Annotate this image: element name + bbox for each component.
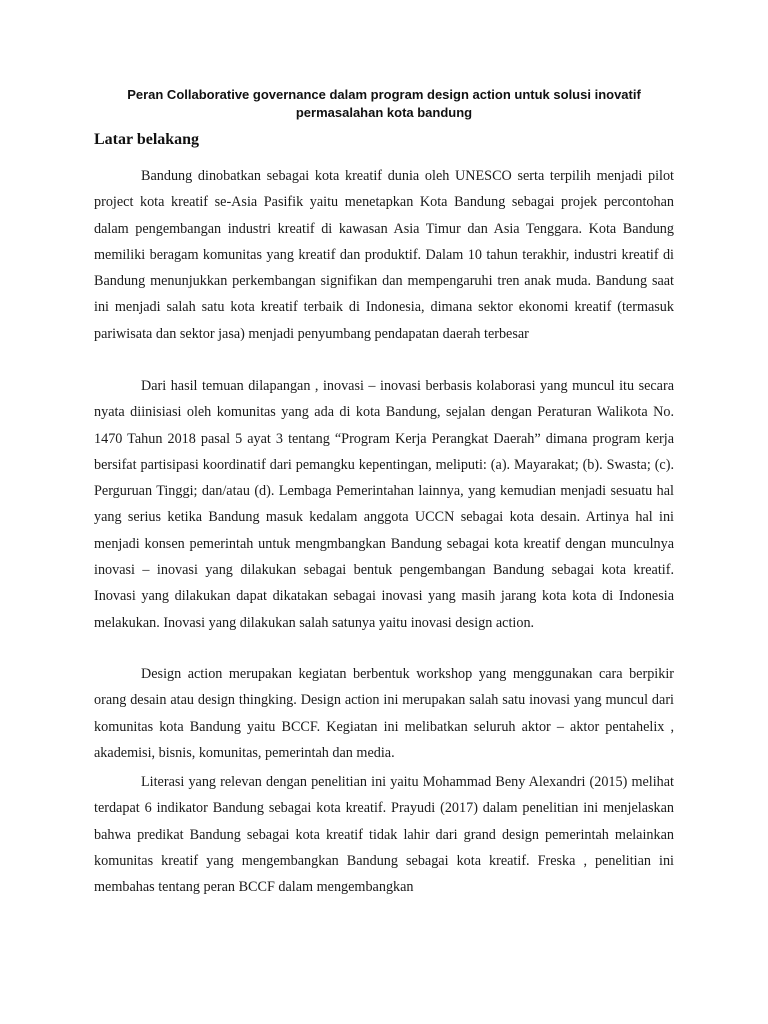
paragraph-3: Design action merupakan kegiatan berbentuk workshop yang menggunakan cara berpikir orang desain atau design thingking. Design action ini merupakan salah satu inovasi yang muncul dari komunitas kota Bandung yaitu BCCF. Kegiatan ini melibatkan seluruh aktor – aktor pentahelix , akademisi, bisnis, komunitas, pemerintah dan media. <box>94 666 674 761</box>
document-title: Peran Collaborative governance dalam program design action untuk solusi inovatif permasalahan kota bandung <box>127 87 641 120</box>
paragraph-2: Dari hasil temuan dilapangan , inovasi – inovasi berbasis kolaborasi yang muncul itu secara nyata diinisiasi oleh komunitas yang ada di kota Bandung, sejalan dengan Peraturan Walikota No. 1470 Tahun 2018 pasal 5 ayat 3 tentang “Program Kerja Perangkat Daerah” dimana program kerja bersifat partisipasi koordinatif dari pemangku kepentingan, meliputi: (a). Mayarakat; (b). Swasta; (c). Perguruan Tinggi; dan/atau (d). Lembaga Pemerintahan lainnya, yang kemudian menjadi sesuatu hal yang serius ketika Bandung masuk kedalam anggota UCCN sebagai kota desain. Artinya hal ini menjadi konsen pemerintah untuk mengmbangkan Bandung sebagai kota kreatif dengan munculnya inovasi – inovasi yang dilakukan sebagai bentuk pengembangan Bandung sebagai kota kreatif. Inovasi yang dilakukan dapat dikatakan sebagai inovasi yang masih jarang kota kota di Indonesia melakukan. Inovasi yang dilakukan salah satunya yaitu inovasi design action. <box>94 378 674 631</box>
paragraph-4: Literasi yang relevan dengan penelitian ini yaitu Mohammad Beny Alexandri (2015) melihat terdapat 6 indikator Bandung sebagai kota kreatif. Prayudi (2017) dalam penelitian ini menjelaskan bahwa predikat Bandung sebagai kota kreatif tidak lahir dari grand design pemerintah melainkan komunitas kreatif yang mengembangkan Bandung sebagai kota kreatif. Freska , penelitian ini membahas tentang peran BCCF dalam mengembangkan <box>94 774 674 896</box>
paragraph-1: Bandung dinobatkan sebagai kota kreatif dunia oleh UNESCO serta terpilih menjadi pilot project kota kreatif se-Asia Pasifik yaitu menetapkan Kota Bandung sebagai projek percontohan dalam pengembangan industri kreatif di kawasan Asia Timur dan Asia Tenggara. Kota Bandung memiliki beragam komunitas yang kreatif dan produktif. Dalam 10 tahun terakhir, industri kreatif di Bandung menunjukkan perkembangan signifikan dan mempengaruhi tren anak muda. Bandung saat ini menjadi salah satu kota kreatif terbaik di Indonesia, dimana sektor ekonomi kreatif (termasuk pariwisata dan sektor jasa) menjadi penyumbang pendapatan daerah terbesar <box>94 168 674 342</box>
section-heading: Latar belakang <box>94 131 200 148</box>
